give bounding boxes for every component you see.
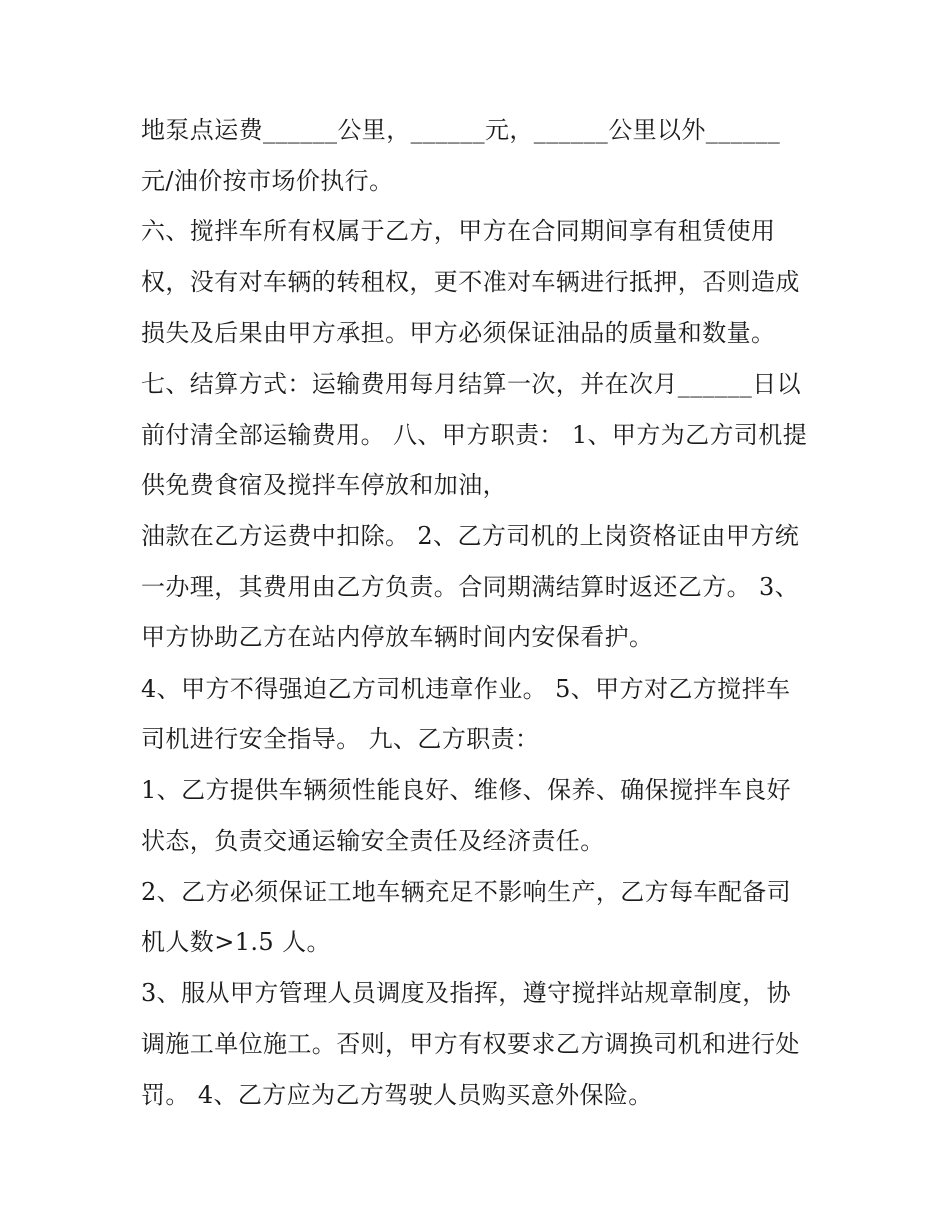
text-line: 状态，负责交通运输安全责任及经济责任。 xyxy=(141,827,605,855)
text-line: 甲方协助乙方在站内停放车辆时间内安保看护。 xyxy=(141,623,654,651)
text-line: 七、结算方式：运输费用每月结算一次，并在次月______日以 xyxy=(141,370,801,398)
text-line: 2、乙方必须保证工地车辆充足不影响生产，乙方每车配备司 xyxy=(141,878,792,906)
text-line: 供免费食宿及搅拌车停放和加油， xyxy=(141,471,507,499)
text-line: 损失及后果由甲方承担。甲方必须保证油品的质量和数量。 xyxy=(141,319,776,347)
text-line: 1、乙方提供车辆须性能良好、维修、保养、确保搅拌车良好 xyxy=(141,776,792,804)
text-line: 前付清全部运输费用。 八、甲方职责： 1、甲方为乙方司机提 xyxy=(141,421,808,449)
text-line: 地泵点运费______公里，______元，______公里以外______ xyxy=(141,116,781,144)
text-line: 油款在乙方运费中扣除。 2、乙方司机的上岗资格证由甲方统 xyxy=(141,522,800,550)
text-line: 4、甲方不得强迫乙方司机违章作业。 5、甲方对乙方搅拌车 xyxy=(141,675,791,703)
text-line: 罚。 4、乙方应为乙方驾驶人员购买意外保险。 xyxy=(141,1081,653,1109)
text-line: 六、搅拌车所有权属于乙方，甲方在合同期间享有租赁使用 xyxy=(141,217,776,245)
text-line: 一办理，其费用由乙方负责。合同期满结算时返还乙方。 3、 xyxy=(141,573,800,601)
text-line: 3、服从甲方管理人员调度及指挥，遵守搅拌站规章制度，协 xyxy=(141,979,792,1007)
text-line: 机人数>1.5 人。 xyxy=(141,928,331,956)
text-line: 调施工单位施工。否则，甲方有权要求乙方调换司机和进行处 xyxy=(141,1030,800,1058)
text-line: 权，没有对车辆的转租权，更不准对车辆进行抵押，否则造成 xyxy=(141,268,800,296)
text-line: 元/油价按市场价执行。 xyxy=(141,167,394,195)
text-line: 司机进行安全指导。 九、乙方职责： xyxy=(141,725,540,753)
